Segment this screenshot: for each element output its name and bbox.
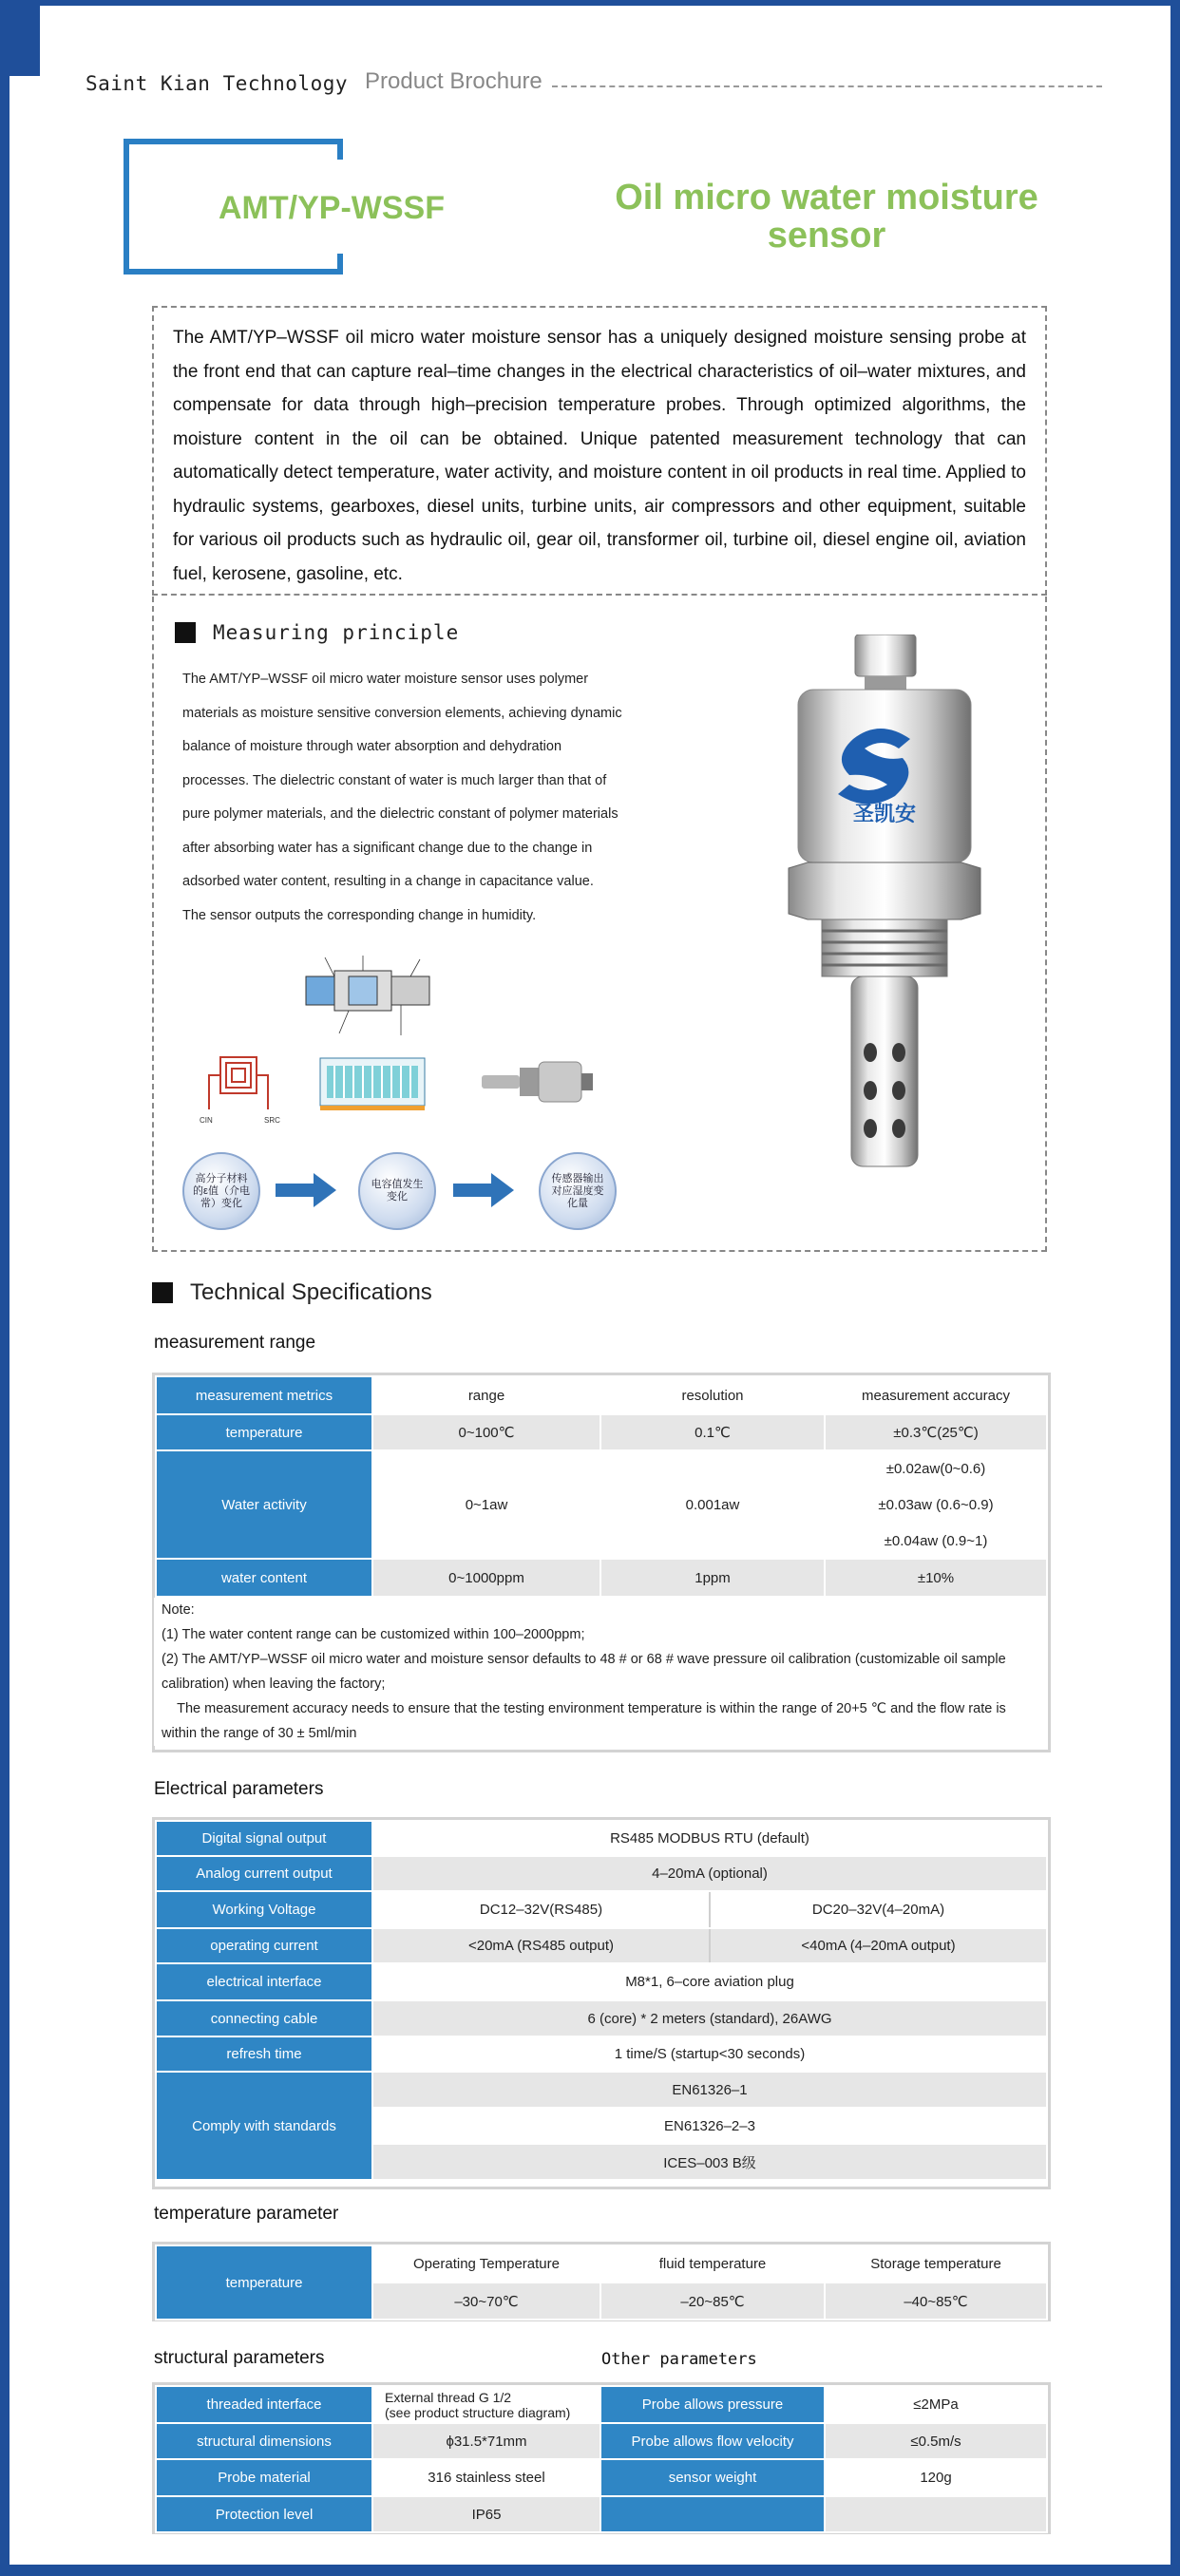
principle-line: The sensor outputs the corresponding change in humidity. [182,907,537,923]
row-label [600,2496,825,2532]
header-cell: range [372,1376,600,1414]
flow-step-3: 传感器输出对应湿度变化量 [539,1152,617,1230]
cell: EN61326–1 [372,2072,1047,2108]
cell: ±0.04aw (0.9~1) [825,1523,1047,1559]
electrical-table [155,1820,1048,2181]
table-row [156,1856,1047,1891]
header-cell: measurement accuracy [825,1376,1047,1414]
cell: 0.001aw [600,1450,825,1559]
cell: ICES–003 B级 [372,2144,1047,2180]
cell: –30~70℃ [372,2282,600,2320]
cell: –20~85℃ [600,2282,825,2320]
table-row [156,1414,1047,1450]
row-label: connecting cable [156,2000,372,2036]
mini-sensor-image [477,1052,600,1109]
cell: ≤0.5m/s [825,2423,1047,2459]
heading-square-icon [152,1282,173,1303]
cin-label: CIN [200,1116,213,1125]
header-divider [552,85,1102,87]
brand-name: Saint Kian Technology [86,72,349,95]
row-label: temperature [156,2245,372,2320]
principle-line: The AMT/YP–WSSF oil micro water moisture sensor uses polymer [182,672,589,687]
row-label: Probe allows pressure [600,2386,825,2423]
row-label: refresh time [156,2036,372,2072]
principle-line: pure polymer materials, and the dielectric constant of polymer materials [182,806,619,822]
cell: 1ppm [600,1559,825,1597]
row-label: Comply with standards [156,2072,372,2180]
cell: 0~100℃ [372,1414,600,1450]
row-label: structural dimensions [156,2423,372,2459]
row-label: Protection level [156,2496,372,2532]
table-row [156,1450,1047,1487]
cell: 0~1aw [372,1450,600,1559]
cell: DC12–32V(RS485) [372,1891,710,1928]
cell: 0.1℃ [600,1414,825,1450]
cell: M8*1, 6–core aviation plug [372,1963,1047,2000]
note-line: Note: [162,1602,195,1618]
cell [825,2496,1047,2532]
cell: 1 time/S (startup<30 seconds) [372,2036,1047,2072]
structural-heading: structural parameters [154,2348,325,2368]
row-label: operating current [156,1928,372,1963]
table-row [156,2386,1047,2423]
cell: 0~1000ppm [372,1559,600,1597]
principle-line: balance of moisture through water absorption and dehydration [182,739,562,754]
note-line: The measurement accuracy needs to ensure that the testing environment temperature is within the range of 20+5 ℃ and the flow rate is within the range of 30 ± 5ml/min [162,1701,1010,1741]
src-label: SRC [264,1116,280,1125]
cell: IP65 [372,2496,600,2532]
heading-square-icon [175,622,196,643]
row-label: threaded interface [156,2386,372,2423]
principle-text [182,663,629,933]
polymer-layer-diagram [315,1049,429,1115]
cell: RS485 MODBUS RTU (default) [372,1821,1047,1856]
cell: External thread G 1/2 (see product structure diagram) [372,2386,600,2423]
header [86,57,1102,95]
electrical-heading: Electrical parameters [154,1779,324,1799]
diagram-row [192,1043,781,1138]
flow-arrow-icon [276,1173,336,1207]
spec-heading-text: Technical Specifications [190,1279,432,1305]
principle-flow [182,1152,657,1238]
cell: ±10% [825,1559,1047,1597]
logo-text: 圣凯安 [852,802,917,825]
table-header-row [156,2245,1047,2282]
measurement-note [154,1598,1047,1746]
cell: ±0.3℃(25℃) [825,1414,1047,1450]
brochure-label: Product Brochure [365,68,542,94]
row-label: water content [156,1559,372,1597]
table-row [156,1963,1047,2000]
cell: 316 stainless steel [372,2459,600,2496]
principle-section [152,597,1047,1252]
cell: <20mA (RS485 output) [372,1928,710,1963]
cell: EN61326–2–3 [372,2108,1047,2144]
cell: 120g [825,2459,1047,2496]
sensor-cross-section-diagram [296,948,458,1043]
table-row [156,2459,1047,2496]
table-row [156,2423,1047,2459]
measurement-table [155,1375,1048,1598]
row-label: Working Voltage [156,1891,372,1928]
model-code: AMT/YP-WSSF [219,190,445,226]
temperature-table [155,2245,1048,2320]
corner-accent [0,0,40,76]
header-cell: Storage temperature [825,2245,1047,2282]
row-label: temperature [156,1414,372,1450]
flow-arrow-icon [453,1173,514,1207]
row-label: sensor weight [600,2459,825,2496]
cell: –40~85℃ [825,2282,1047,2320]
cell: ≤2MPa [825,2386,1047,2423]
structural-table [155,2385,1048,2533]
temperature-heading: temperature parameter [154,2204,339,2224]
note-line: (1) The water content range can be customized within 100–2000ppm; [162,1627,585,1642]
principle-line: processes. The dielectric constant of water is much larger than that of [182,772,607,788]
electrode-diagram [192,1043,287,1138]
spec-heading [152,1279,432,1306]
table-row [156,1821,1047,1856]
row-label: Water activity [156,1450,372,1559]
header-cell: resolution [600,1376,825,1414]
sensor-product-image [741,635,1026,1204]
cell: 4–20mA (optional) [372,1856,1047,1891]
principle-line: adsorbed water content, resulting in a change in capacitance value. [182,874,594,889]
row-label: Analog current output [156,1856,372,1891]
principle-heading-text: Measuring principle [213,621,460,644]
row-label: Probe allows flow velocity [600,2423,825,2459]
table-row [156,2036,1047,2072]
cell: DC20–32V(4–20mA) [710,1891,1047,1928]
product-title: Oil micro water moisture sensor [615,178,1038,256]
cell: ±0.02aw(0~0.6) [825,1450,1047,1487]
row-label: electrical interface [156,1963,372,2000]
table-row [156,2072,1047,2108]
table-row [156,2496,1047,2532]
intro-paragraph: The AMT/YP–WSSF oil micro water moisture sensor has a uniquely designed moisture sensing probe at the front end that can capture real–time changes in the electrical characteristics of oil–water mixtures, and compensate for data through high–precision temperature probes. Through optimized algorithms, the moisture content in the oil can be obtained. Unique patented measurement technology that can automatically detect temperature, water activity, and moisture content in oil products in real time. Applied to hydraulic systems, gearboxes, diesel units, turbine units, air compressors and other equipment, suitable for various oil products such as hydraulic oil, gear oil, transformer oil, turbine oil, diesel engine oil, aviation fuel, kerosene, gasoline, etc. [152,306,1047,596]
measurement-heading: measurement range [154,1333,316,1353]
principle-line: materials as moisture sensitive conversion elements, achieving dynamic [182,705,622,721]
table-row [156,1928,1047,1963]
flow-step-2: 电容值发生变化 [358,1152,436,1230]
table-row [156,2000,1047,2036]
table-row [156,1891,1047,1928]
header-cell: fluid temperature [600,2245,825,2282]
table-header-row [156,1376,1047,1414]
header-cell: Operating Temperature [372,2245,600,2282]
cell: 6 (core) * 2 meters (standard), 26AWG [372,2000,1047,2036]
principle-line: after absorbing water has a significant change due to the change in [182,840,593,856]
flow-step-1: 高分子材料的ε值（介电常）变化 [182,1152,260,1230]
cell: ±0.03aw (0.6~0.9) [825,1487,1047,1523]
header-cell: measurement metrics [156,1376,372,1414]
cell: <40mA (4–20mA output) [710,1928,1047,1963]
note-line: (2) The AMT/YP–WSSF oil micro water and moisture sensor defaults to 48 # or 68 # wave pressure oil calibration (customizable oil sample calibration) when leaving the factory; [162,1652,1006,1692]
principle-heading [175,621,459,644]
cell: ϕ31.5*71mm [372,2423,600,2459]
other-heading: Other parameters [601,2350,757,2369]
row-label: Probe material [156,2459,372,2496]
table-row [156,1559,1047,1597]
row-label: Digital signal output [156,1821,372,1856]
